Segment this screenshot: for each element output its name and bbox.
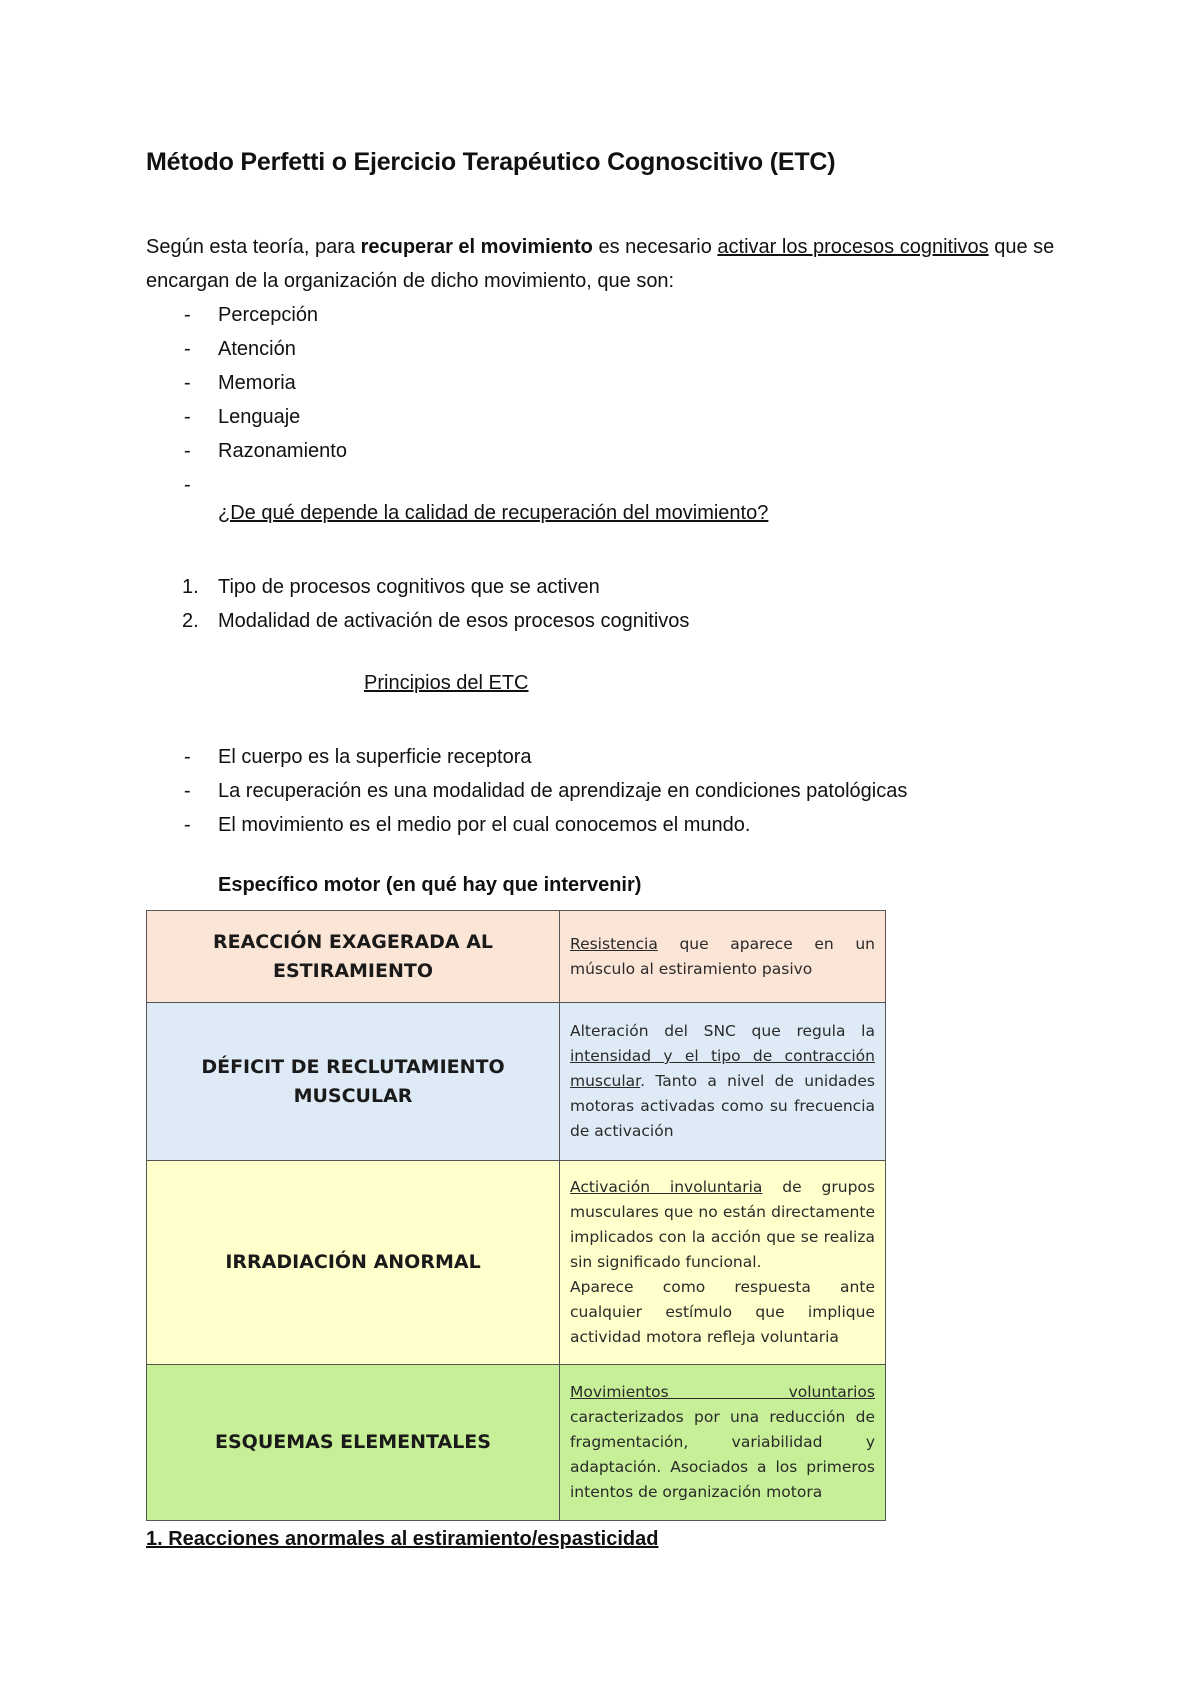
dash-marker: - [184,814,191,836]
dash-marker: - [184,406,191,428]
dash-marker: - [184,372,191,394]
list-number: 1. [182,576,199,598]
row-description: Movimientos voluntarios caracterizados por una reducción de fragmentación, variabilidad y adaptación. Asociados a los primeros intentos de organización motora [560,1365,886,1521]
list-item: 2. Modalidad de activación de esos procesos cognitivos [146,604,689,638]
intro-underlined-text: activar los procesos cognitivos [717,236,989,258]
table-row [147,911,886,1003]
question-heading: ¿De qué depende la calidad de recuperación del movimiento? [218,502,769,524]
intro-bold-text: recuperar el movimiento [360,236,593,258]
table-row [147,1365,886,1521]
etc-table [146,910,886,1521]
list-item [146,468,347,502]
dash-marker: - [184,746,191,768]
dash-marker: - [184,780,191,802]
section-heading: 1. Reacciones anormales al estiramiento/espasticidad [146,1528,659,1550]
row-heading: ESQUEMAS ELEMENTALES [147,1365,560,1521]
list-item: - Atención [146,332,347,366]
factors-list [146,570,689,638]
list-item: - El cuerpo es la superficie receptora [146,740,907,774]
list-item: 1. Tipo de procesos cognitivos que se activen [146,570,689,604]
principles-list [146,740,907,842]
dash-marker: - [184,338,191,360]
dash-marker: - [184,440,191,462]
table-row [147,1161,886,1365]
list-item: - El movimiento es el medio por el cual conocemos el mundo. [146,808,907,842]
motor-heading: Específico motor (en qué hay que intervenir) [218,874,642,896]
list-item: - Razonamiento [146,434,347,468]
table-row [147,1003,886,1161]
row-description: Resistencia que aparece en un músculo al estiramiento pasivo [560,911,886,1003]
list-number: 2. [182,610,199,632]
dash-marker: - [184,474,191,496]
list-item: - Memoria [146,366,347,400]
row-heading: DÉFICIT DE RECLUTAMIENTO MUSCULAR [147,1003,560,1161]
principles-heading: Principios del ETC [364,672,529,694]
cognitive-process-list [146,298,347,502]
list-item: - Percepción [146,298,347,332]
intro-text-3: que se encargan de la organización de dicho movimiento, que son: [146,236,1055,292]
intro-paragraph [146,230,1076,298]
row-description: Activación involuntaria de grupos musculares que no están directamente implicados con la acción que se realiza sin significado funcional. Aparece como respuesta ante cualquier estímulo que implique actividad motora refleja voluntaria [560,1161,886,1365]
row-description: Alteración del SNC que regula la intensidad y el tipo de contracción muscular. Tanto a nivel de unidades motoras activadas como su frecuencia de activación [560,1003,886,1161]
row-heading: REACCIÓN EXAGERADA AL ESTIRAMIENTO [147,911,560,1003]
list-item: - Lenguaje [146,400,347,434]
dash-marker: - [184,304,191,326]
intro-text-2: es necesario [592,236,718,258]
row-heading: IRRADIACIÓN ANORMAL [147,1161,560,1365]
document-title: Método Perfetti o Ejercicio Terapéutico Cognoscitivo (ETC) [146,148,836,176]
list-item: - La recuperación es una modalidad de aprendizaje en condiciones patológicas [146,774,907,808]
intro-text-1: Según esta teoría, para [146,236,361,258]
